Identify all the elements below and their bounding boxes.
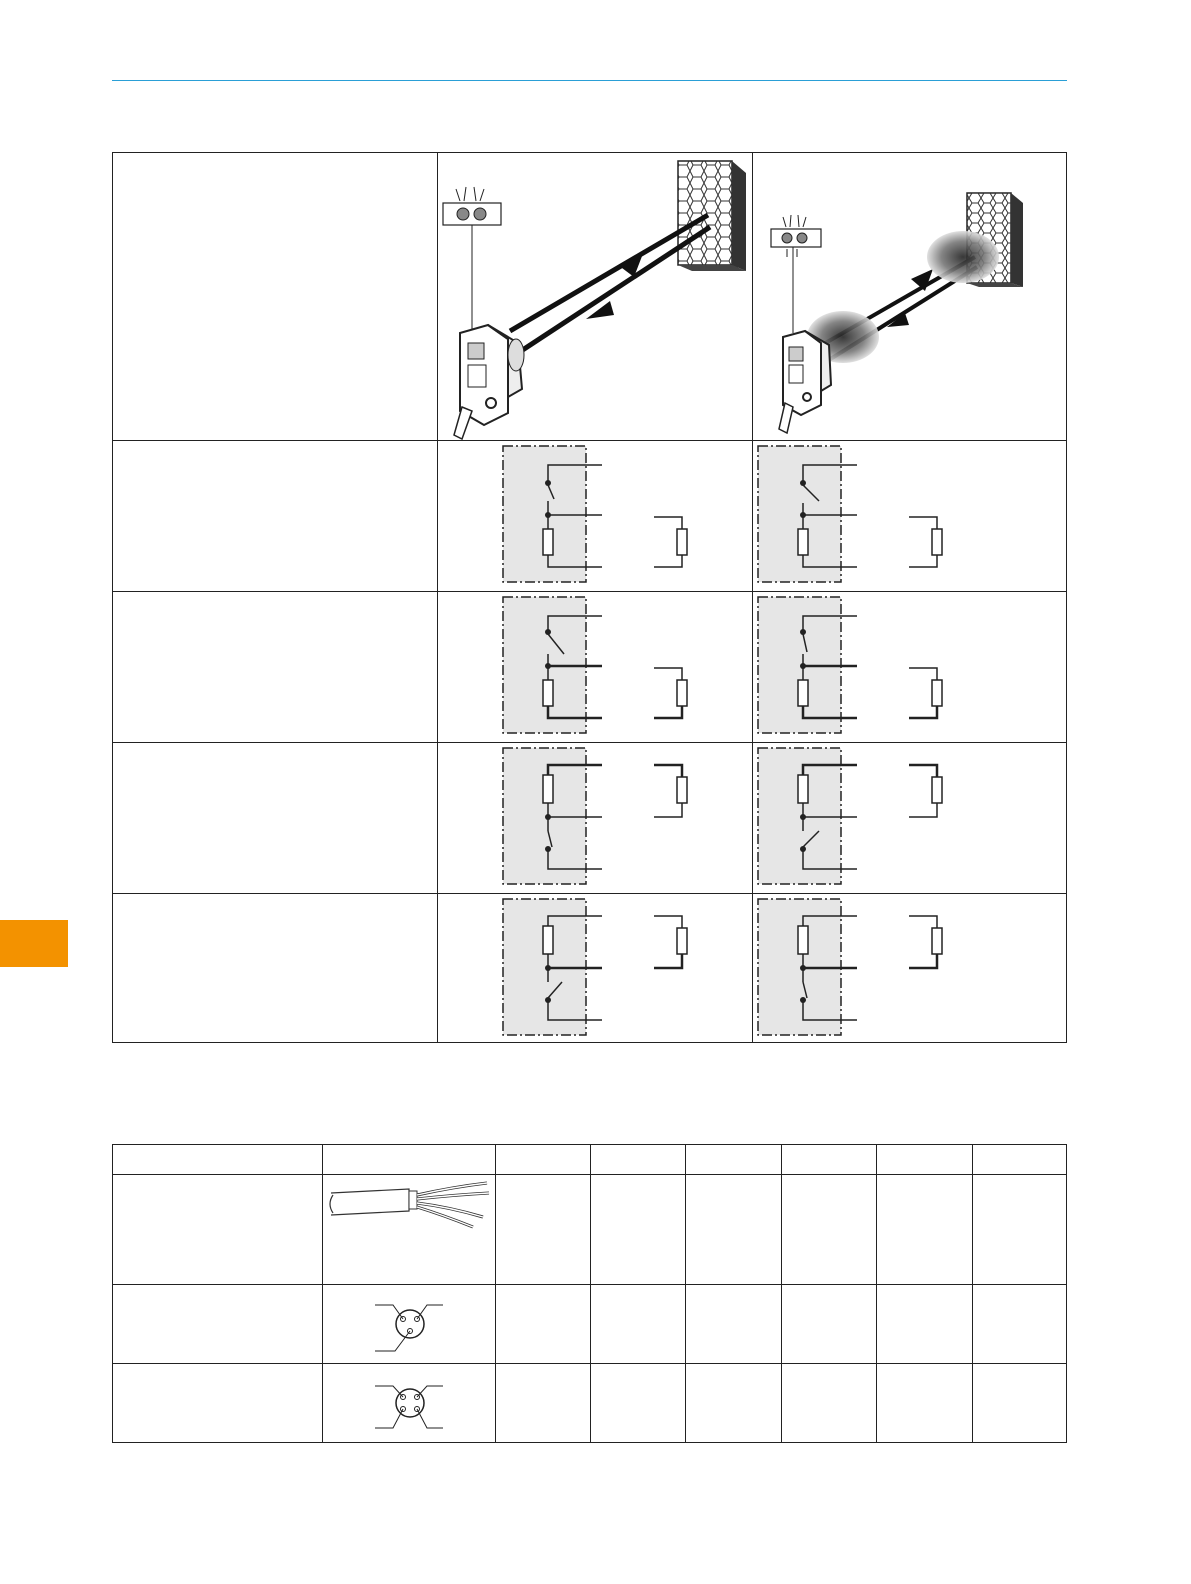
table-divider — [113, 1174, 1066, 1175]
table-divider — [590, 1145, 591, 1442]
table-divider — [781, 1145, 782, 1442]
wiring-diagram — [438, 743, 752, 893]
connection-table — [112, 1144, 1067, 1443]
connector-3-pin-icon — [323, 1285, 495, 1363]
wiring-diagram — [753, 592, 1067, 742]
wiring-diagram — [438, 894, 752, 1042]
header-rule — [112, 80, 1067, 81]
table-divider — [495, 1145, 496, 1442]
switching-mode-table — [112, 152, 1067, 1043]
section-tab-marker — [0, 920, 68, 967]
connector-4-pin-icon — [323, 1364, 495, 1442]
wiring-diagram — [753, 441, 1067, 591]
wiring-diagram — [753, 894, 1067, 1042]
photoelectric-sensor-clear-beam-icon — [438, 153, 752, 440]
table-divider — [113, 1363, 1066, 1364]
table-divider — [972, 1145, 973, 1442]
wiring-diagram — [438, 441, 752, 591]
cable-4-wire-icon — [323, 1175, 495, 1284]
wiring-diagram — [438, 592, 752, 742]
wiring-diagram — [753, 743, 1067, 893]
photoelectric-sensor-interrupted-beam-icon — [753, 153, 1067, 440]
table-divider — [113, 1284, 1066, 1285]
table-divider — [876, 1145, 877, 1442]
table-divider — [685, 1145, 686, 1442]
